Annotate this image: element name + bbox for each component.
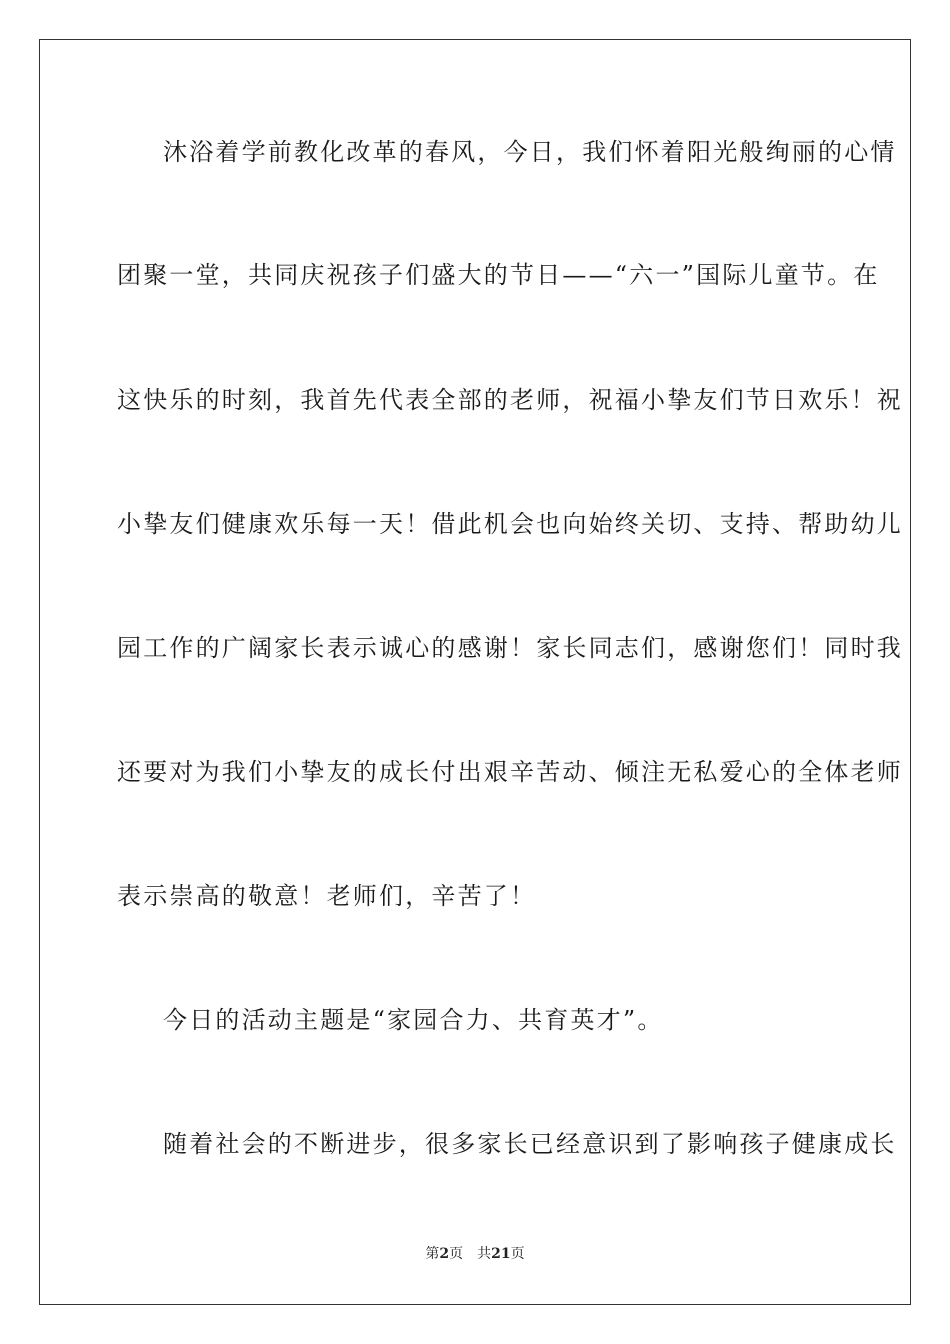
total-suffix: 页 <box>510 1246 525 1262</box>
page-current: 2 <box>439 1246 450 1262</box>
paragraph-line: 随着社会的不断进步，很多家长已经意识到了影响孩子健康成长 <box>163 1130 897 1158</box>
paragraph-line: 这快乐的时刻，我首先代表全部的老师，祝福小挚友们节日欢乐！祝 <box>117 386 903 414</box>
paragraph-line: 表示崇高的敬意！老师们，辛苦了！ <box>117 882 537 910</box>
paragraph-line: 沐浴着学前教化改革的春风，今日，我们怀着阳光般绚丽的心情 <box>163 138 897 166</box>
paragraph-line: 小挚友们健康欢乐每一天！借此机会也向始终关切、支持、帮助幼儿 <box>117 510 903 538</box>
page-prefix: 第 <box>425 1246 440 1262</box>
page-suffix: 页 <box>449 1246 464 1262</box>
page-total: 21 <box>491 1246 511 1262</box>
paragraph-line: 今日的活动主题是“家园合力、共育英才”。 <box>163 1006 664 1034</box>
page-border <box>39 39 911 1305</box>
paragraph-line: 还要对为我们小挚友的成长付出艰辛苦动、倾注无私爱心的全体老师 <box>117 758 903 786</box>
paragraph-line: 团聚一堂，共同庆祝孩子们盛大的节日——“六一”国际儿童节。在 <box>117 261 880 289</box>
paragraph-line: 园工作的广阔家长表示诚心的感谢！家长同志们，感谢您们！同时我 <box>117 634 903 662</box>
page-footer <box>0 1245 950 1263</box>
total-prefix: 共 <box>477 1246 492 1262</box>
